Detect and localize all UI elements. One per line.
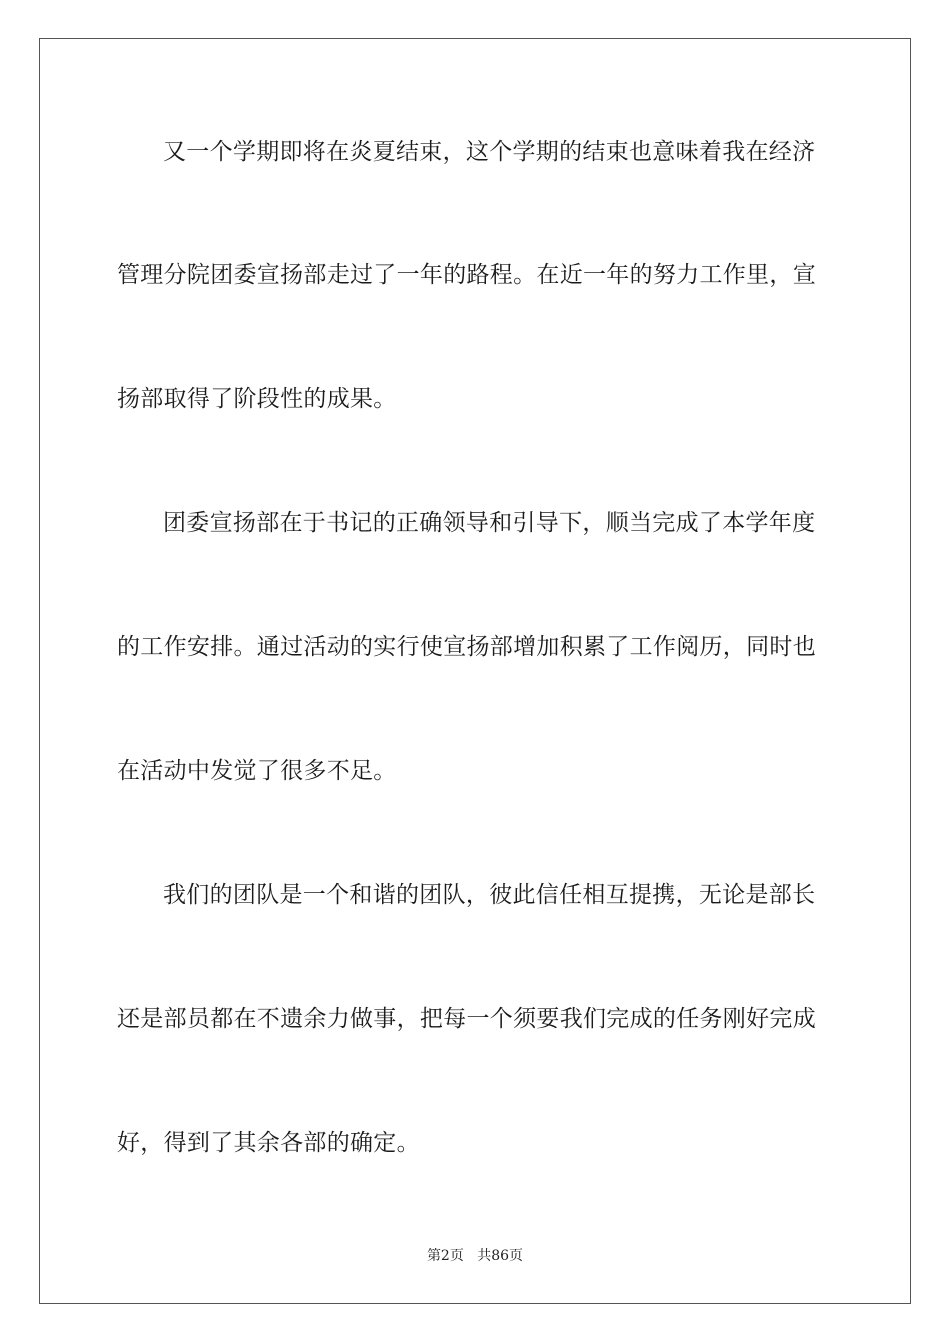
- paragraph-2-line-2: 的工作安排。通过活动的实行使宣扬部增加积累了工作阅历，同时也: [117, 634, 816, 660]
- total-pages: 共86页: [477, 1248, 524, 1264]
- page-number: 第2页: [426, 1248, 464, 1264]
- paragraph-2-line-3: 在活动中发觉了很多不足。: [117, 758, 397, 784]
- page-footer: [0, 1246, 950, 1266]
- page-border: [39, 38, 911, 1304]
- paragraph-3-line-2: 还是部员都在不遗余力做事，把每一个须要我们完成的任务刚好完成: [117, 1006, 816, 1032]
- paragraph-1-line-2: 管理分院团委宣扬部走过了一年的路程。在近一年的努力工作里，宣: [117, 262, 816, 288]
- paragraph-2-line-1: 团委宣扬部在于书记的正确领导和引导下，顺当完成了本学年度: [163, 510, 816, 536]
- paragraph-3-line-3: 好，得到了其余各部的确定。: [117, 1130, 420, 1156]
- paragraph-3-line-1: 我们的团队是一个和谐的团队，彼此信任相互提携，无论是部长: [163, 882, 816, 908]
- paragraph-1-line-1: 又一个学期即将在炎夏结束，这个学期的结束也意味着我在经济: [163, 139, 816, 165]
- paragraph-1-line-3: 扬部取得了阶段性的成果。: [117, 386, 397, 412]
